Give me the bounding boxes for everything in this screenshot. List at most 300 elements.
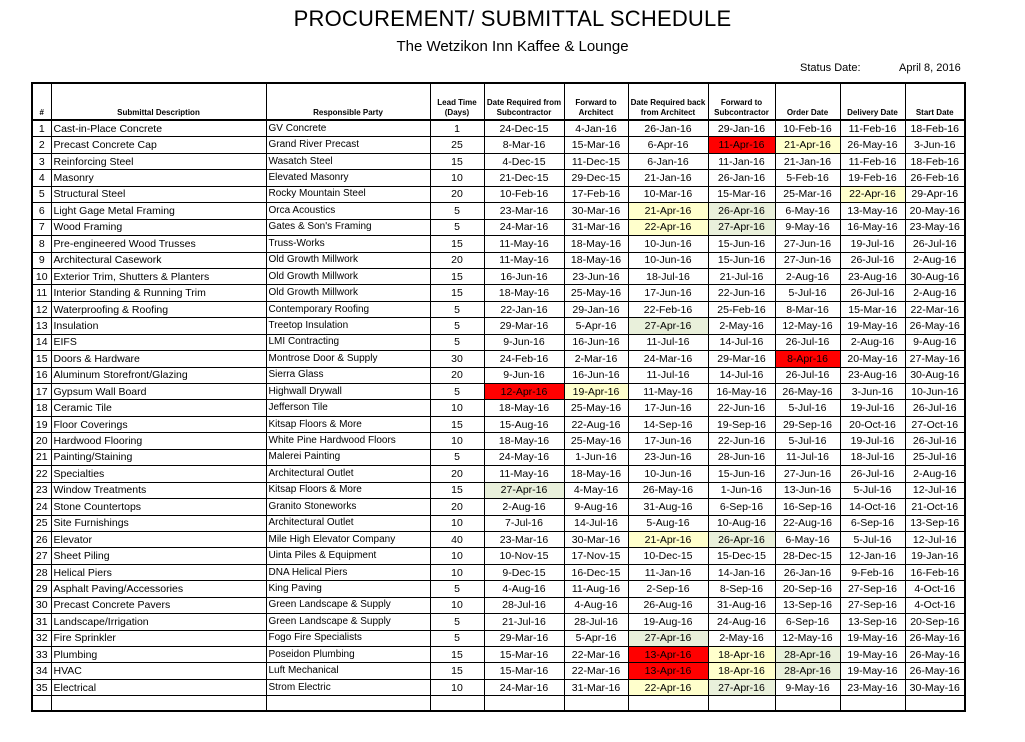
cell-date-back-architect: 21-Apr-16 <box>628 203 708 219</box>
cell-description: Light Gage Metal Framing <box>51 203 266 219</box>
cell-forward-sub: 18-Apr-16 <box>708 647 775 663</box>
cell-forward-sub: 31-Aug-16 <box>708 597 775 613</box>
cell-forward-architect: 11-Dec-15 <box>564 153 628 169</box>
cell-forward-sub: 15-Jun-16 <box>708 466 775 482</box>
cell-date-back-architect: 22-Apr-16 <box>628 679 708 695</box>
cell-forward-sub: 22-Jun-16 <box>708 400 775 416</box>
cell-forward-architect: 4-May-16 <box>564 482 628 498</box>
cell-date-required-sub: 8-Mar-16 <box>484 137 564 153</box>
cell-order-date: 22-Aug-16 <box>775 515 840 531</box>
cell-description: Masonry <box>51 170 266 186</box>
cell-date-required-sub: 4-Dec-15 <box>484 153 564 169</box>
col-header-description: Submittal Description <box>51 83 266 120</box>
cell-order-date: 13-Jun-16 <box>775 482 840 498</box>
cell-forward-architect: 31-Mar-16 <box>564 679 628 695</box>
cell-description: Site Furnishings <box>51 515 266 531</box>
cell-row-number: 7 <box>32 219 51 235</box>
cell-delivery-date: 11-Feb-16 <box>840 153 905 169</box>
cell-order-date: 28-Apr-16 <box>775 663 840 679</box>
cell-start-date: 27-May-16 <box>905 351 965 367</box>
col-header-number: # <box>32 83 51 120</box>
table-row <box>32 318 965 334</box>
cell-order-date: 13-Sep-16 <box>775 597 840 613</box>
cell-forward-architect: 25-May-16 <box>564 433 628 449</box>
cell-responsible-party: Green Landscape & Supply <box>266 614 430 630</box>
cell-date-back-architect: 13-Apr-16 <box>628 663 708 679</box>
cell-order-date: 8-Apr-16 <box>775 351 840 367</box>
cell-forward-sub: 24-Aug-16 <box>708 614 775 630</box>
cell-forward-sub: 6-Sep-16 <box>708 499 775 515</box>
cell-order-date: 26-Jul-16 <box>775 367 840 383</box>
cell-responsible-party: Truss-Works <box>266 236 430 252</box>
cell-lead-time: 5 <box>430 449 484 465</box>
cell-forward-sub: 1-Jun-16 <box>708 482 775 498</box>
cell-forward-architect: 18-May-16 <box>564 252 628 268</box>
cell-order-date: 9-May-16 <box>775 679 840 695</box>
cell-description: Wood Framing <box>51 219 266 235</box>
cell-date-back-architect: 22-Apr-16 <box>628 219 708 235</box>
cell-description: Doors & Hardware <box>51 351 266 367</box>
cell-description: Precast Concrete Pavers <box>51 597 266 613</box>
cell-start-date: 27-Oct-16 <box>905 416 965 432</box>
cell-lead-time: 20 <box>430 186 484 202</box>
cell-responsible-party: Highwall Drywall <box>266 384 430 400</box>
cell-start-date: 22-Mar-16 <box>905 301 965 317</box>
table-row <box>32 236 965 252</box>
cell-forward-architect: 14-Jul-16 <box>564 515 628 531</box>
cell-date-required-sub: 24-Dec-15 <box>484 120 564 137</box>
cell-date-required-sub: 9-Jun-16 <box>484 367 564 383</box>
table-row <box>32 548 965 564</box>
empty-cell <box>775 696 840 712</box>
cell-forward-architect: 5-Apr-16 <box>564 318 628 334</box>
cell-delivery-date: 15-Mar-16 <box>840 301 905 317</box>
cell-date-required-sub: 12-Apr-16 <box>484 384 564 400</box>
cell-start-date: 30-May-16 <box>905 679 965 695</box>
cell-start-date: 9-Aug-16 <box>905 334 965 350</box>
cell-order-date: 5-Jul-16 <box>775 285 840 301</box>
cell-row-number: 33 <box>32 647 51 663</box>
table-row <box>32 466 965 482</box>
cell-date-back-architect: 10-Jun-16 <box>628 252 708 268</box>
cell-description: EIFS <box>51 334 266 350</box>
cell-forward-architect: 22-Mar-16 <box>564 647 628 663</box>
cell-description: HVAC <box>51 663 266 679</box>
cell-delivery-date: 27-Sep-16 <box>840 597 905 613</box>
cell-description: Stone Countertops <box>51 499 266 515</box>
cell-date-back-architect: 6-Apr-16 <box>628 137 708 153</box>
col-header-start-date: Start Date <box>905 83 965 120</box>
cell-delivery-date: 19-Jul-16 <box>840 400 905 416</box>
cell-responsible-party: Strom Electric <box>266 679 430 695</box>
cell-responsible-party: Gates & Son's Framing <box>266 219 430 235</box>
cell-date-required-sub: 23-Mar-16 <box>484 531 564 547</box>
cell-row-number: 26 <box>32 531 51 547</box>
cell-forward-sub: 29-Jan-16 <box>708 120 775 137</box>
cell-date-required-sub: 29-Mar-16 <box>484 318 564 334</box>
page-subtitle: The Wetzikon Inn Kaffee & Lounge <box>396 38 629 55</box>
cell-lead-time: 5 <box>430 614 484 630</box>
cell-date-required-sub: 18-May-16 <box>484 285 564 301</box>
cell-date-back-architect: 10-Jun-16 <box>628 466 708 482</box>
cell-delivery-date: 5-Jul-16 <box>840 531 905 547</box>
cell-delivery-date: 13-May-16 <box>840 203 905 219</box>
cell-date-required-sub: 29-Mar-16 <box>484 630 564 646</box>
cell-order-date: 25-Mar-16 <box>775 186 840 202</box>
cell-row-number: 32 <box>32 630 51 646</box>
cell-delivery-date: 13-Sep-16 <box>840 614 905 630</box>
cell-responsible-party: DNA Helical Piers <box>266 564 430 580</box>
cell-lead-time: 10 <box>430 548 484 564</box>
cell-start-date: 21-Oct-16 <box>905 499 965 515</box>
table-row <box>32 597 965 613</box>
cell-forward-architect: 30-Mar-16 <box>564 531 628 547</box>
page-title: PROCUREMENT/ SUBMITTAL SCHEDULE <box>293 6 732 31</box>
cell-lead-time: 10 <box>430 564 484 580</box>
cell-responsible-party: Architectural Outlet <box>266 466 430 482</box>
cell-description: Asphalt Paving/Accessories <box>51 581 266 597</box>
cell-date-required-sub: 24-Mar-16 <box>484 679 564 695</box>
cell-date-back-architect: 31-Aug-16 <box>628 499 708 515</box>
cell-responsible-party: Treetop Insulation <box>266 318 430 334</box>
table-row <box>32 630 965 646</box>
cell-delivery-date: 20-Oct-16 <box>840 416 905 432</box>
cell-forward-architect: 18-May-16 <box>564 466 628 482</box>
cell-lead-time: 5 <box>430 318 484 334</box>
cell-date-required-sub: 24-Feb-16 <box>484 351 564 367</box>
cell-responsible-party: Rocky Mountain Steel <box>266 186 430 202</box>
cell-forward-sub: 27-Apr-16 <box>708 219 775 235</box>
cell-responsible-party: Montrose Door & Supply <box>266 351 430 367</box>
cell-date-back-architect: 5-Aug-16 <box>628 515 708 531</box>
cell-description: Ceramic Tile <box>51 400 266 416</box>
cell-date-back-architect: 11-May-16 <box>628 384 708 400</box>
cell-start-date: 12-Jul-16 <box>905 531 965 547</box>
cell-responsible-party: Old Growth Millwork <box>266 285 430 301</box>
table-row <box>32 482 965 498</box>
cell-start-date: 2-Aug-16 <box>905 466 965 482</box>
cell-row-number: 8 <box>32 236 51 252</box>
cell-start-date: 30-Aug-16 <box>905 367 965 383</box>
cell-order-date: 27-Jun-16 <box>775 466 840 482</box>
cell-row-number: 2 <box>32 137 51 153</box>
cell-date-required-sub: 11-May-16 <box>484 252 564 268</box>
cell-delivery-date: 23-May-16 <box>840 679 905 695</box>
cell-order-date: 26-Jan-16 <box>775 564 840 580</box>
cell-forward-sub: 21-Jul-16 <box>708 268 775 284</box>
cell-forward-architect: 17-Feb-16 <box>564 186 628 202</box>
cell-responsible-party: Old Growth Millwork <box>266 252 430 268</box>
cell-date-back-architect: 21-Jan-16 <box>628 170 708 186</box>
cell-order-date: 20-Sep-16 <box>775 581 840 597</box>
cell-forward-sub: 26-Jan-16 <box>708 170 775 186</box>
cell-description: Sheet Piling <box>51 548 266 564</box>
cell-forward-sub: 15-Jun-16 <box>708 252 775 268</box>
cell-row-number: 15 <box>32 351 51 367</box>
cell-date-back-architect: 10-Mar-16 <box>628 186 708 202</box>
cell-lead-time: 10 <box>430 597 484 613</box>
cell-lead-time: 5 <box>430 203 484 219</box>
cell-order-date: 16-Sep-16 <box>775 499 840 515</box>
cell-delivery-date: 12-Jan-16 <box>840 548 905 564</box>
cell-forward-sub: 26-Apr-16 <box>708 531 775 547</box>
cell-forward-architect: 29-Jan-16 <box>564 301 628 317</box>
cell-forward-architect: 30-Mar-16 <box>564 203 628 219</box>
cell-forward-sub: 14-Jan-16 <box>708 564 775 580</box>
table-row <box>32 400 965 416</box>
cell-row-number: 19 <box>32 416 51 432</box>
table-row <box>32 137 965 153</box>
cell-order-date: 5-Feb-16 <box>775 170 840 186</box>
cell-description: Helical Piers <box>51 564 266 580</box>
table-row <box>32 647 965 663</box>
cell-date-required-sub: 9-Jun-16 <box>484 334 564 350</box>
cell-date-required-sub: 10-Feb-16 <box>484 186 564 202</box>
cell-start-date: 26-Feb-16 <box>905 170 965 186</box>
cell-start-date: 4-Oct-16 <box>905 581 965 597</box>
cell-row-number: 6 <box>32 203 51 219</box>
cell-delivery-date: 19-May-16 <box>840 647 905 663</box>
cell-order-date: 28-Apr-16 <box>775 647 840 663</box>
cell-description: Specialties <box>51 466 266 482</box>
table-row <box>32 219 965 235</box>
cell-delivery-date: 19-Jul-16 <box>840 433 905 449</box>
cell-order-date: 9-May-16 <box>775 219 840 235</box>
cell-order-date: 10-Feb-16 <box>775 120 840 137</box>
cell-delivery-date: 23-Aug-16 <box>840 367 905 383</box>
cell-responsible-party: Fogo Fire Specialists <box>266 630 430 646</box>
cell-responsible-party: Orca Acoustics <box>266 203 430 219</box>
cell-forward-architect: 5-Apr-16 <box>564 630 628 646</box>
cell-date-back-architect: 27-Apr-16 <box>628 318 708 334</box>
cell-delivery-date: 20-May-16 <box>840 351 905 367</box>
cell-description: Elevator <box>51 531 266 547</box>
cell-responsible-party: Uinta Piles & Equipment <box>266 548 430 564</box>
cell-date-back-architect: 6-Jan-16 <box>628 153 708 169</box>
status-date-label: Status Date: <box>800 62 861 74</box>
cell-date-required-sub: 22-Jan-16 <box>484 301 564 317</box>
col-header-date-required-sub: Date Required from Subcontractor <box>484 83 564 120</box>
cell-start-date: 26-Jul-16 <box>905 236 965 252</box>
cell-row-number: 25 <box>32 515 51 531</box>
cell-description: Aluminum Storefront/Glazing <box>51 367 266 383</box>
cell-row-number: 10 <box>32 268 51 284</box>
cell-start-date: 18-Feb-16 <box>905 153 965 169</box>
empty-cell <box>628 696 708 712</box>
table-row <box>32 663 965 679</box>
cell-row-number: 18 <box>32 400 51 416</box>
cell-date-back-architect: 13-Apr-16 <box>628 647 708 663</box>
cell-description: Interior Standing & Running Trim <box>51 285 266 301</box>
table-row <box>32 170 965 186</box>
cell-row-number: 29 <box>32 581 51 597</box>
cell-delivery-date: 26-Jul-16 <box>840 466 905 482</box>
cell-description: Gypsum Wall Board <box>51 384 266 400</box>
table-row <box>32 120 965 137</box>
cell-date-back-architect: 27-Apr-16 <box>628 630 708 646</box>
cell-lead-time: 5 <box>430 334 484 350</box>
cell-order-date: 11-Jul-16 <box>775 449 840 465</box>
table-row <box>32 252 965 268</box>
cell-date-back-architect: 17-Jun-16 <box>628 400 708 416</box>
cell-forward-architect: 31-Mar-16 <box>564 219 628 235</box>
status-date-value: April 8, 2016 <box>899 62 961 74</box>
cell-lead-time: 15 <box>430 285 484 301</box>
cell-start-date: 25-Jul-16 <box>905 449 965 465</box>
cell-delivery-date: 3-Jun-16 <box>840 384 905 400</box>
cell-order-date: 6-Sep-16 <box>775 614 840 630</box>
cell-responsible-party: Luft Mechanical <box>266 663 430 679</box>
cell-row-number: 1 <box>32 120 51 137</box>
table-row <box>32 203 965 219</box>
cell-forward-architect: 16-Jun-16 <box>564 334 628 350</box>
cell-forward-architect: 1-Jun-16 <box>564 449 628 465</box>
cell-order-date: 29-Sep-16 <box>775 416 840 432</box>
cell-lead-time: 5 <box>430 301 484 317</box>
cell-date-required-sub: 27-Apr-16 <box>484 482 564 498</box>
cell-row-number: 21 <box>32 449 51 465</box>
cell-delivery-date: 6-Sep-16 <box>840 515 905 531</box>
cell-responsible-party: King Paving <box>266 581 430 597</box>
cell-row-number: 22 <box>32 466 51 482</box>
cell-lead-time: 15 <box>430 416 484 432</box>
cell-forward-sub: 26-Apr-16 <box>708 203 775 219</box>
cell-responsible-party: Poseidon Plumbing <box>266 647 430 663</box>
cell-description: Architectural Casework <box>51 252 266 268</box>
col-header-forward-sub: Forward to Subcontractor <box>708 83 775 120</box>
cell-start-date: 19-Jan-16 <box>905 548 965 564</box>
cell-forward-sub: 18-Apr-16 <box>708 663 775 679</box>
cell-forward-sub: 15-Mar-16 <box>708 186 775 202</box>
cell-description: Reinforcing Steel <box>51 153 266 169</box>
cell-responsible-party: Granito Stoneworks <box>266 499 430 515</box>
cell-responsible-party: Contemporary Roofing <box>266 301 430 317</box>
cell-order-date: 12-May-16 <box>775 630 840 646</box>
table-row <box>32 153 965 169</box>
cell-description: Electrical <box>51 679 266 695</box>
cell-date-required-sub: 7-Jul-16 <box>484 515 564 531</box>
cell-order-date: 5-Jul-16 <box>775 433 840 449</box>
cell-date-back-architect: 24-Mar-16 <box>628 351 708 367</box>
cell-order-date: 8-Mar-16 <box>775 301 840 317</box>
cell-forward-sub: 22-Jun-16 <box>708 285 775 301</box>
cell-date-back-architect: 21-Apr-16 <box>628 531 708 547</box>
table-row <box>32 268 965 284</box>
table-row <box>32 564 965 580</box>
cell-start-date: 30-Aug-16 <box>905 268 965 284</box>
cell-date-back-architect: 26-Aug-16 <box>628 597 708 613</box>
cell-responsible-party: Elevated Masonry <box>266 170 430 186</box>
empty-cell <box>484 696 564 712</box>
cell-delivery-date: 18-Jul-16 <box>840 449 905 465</box>
cell-lead-time: 5 <box>430 384 484 400</box>
cell-start-date: 3-Jun-16 <box>905 137 965 153</box>
cell-responsible-party: Mile High Elevator Company <box>266 531 430 547</box>
cell-row-number: 27 <box>32 548 51 564</box>
cell-row-number: 31 <box>32 614 51 630</box>
cell-date-back-architect: 2-Sep-16 <box>628 581 708 597</box>
cell-row-number: 3 <box>32 153 51 169</box>
cell-date-required-sub: 24-Mar-16 <box>484 219 564 235</box>
cell-date-back-architect: 11-Jan-16 <box>628 564 708 580</box>
cell-responsible-party: Wasatch Steel <box>266 153 430 169</box>
cell-row-number: 24 <box>32 499 51 515</box>
cell-forward-sub: 2-May-16 <box>708 318 775 334</box>
table-row <box>32 433 965 449</box>
cell-start-date: 20-Sep-16 <box>905 614 965 630</box>
cell-row-number: 5 <box>32 186 51 202</box>
cell-forward-architect: 4-Jan-16 <box>564 120 628 137</box>
cell-responsible-party: Architectural Outlet <box>266 515 430 531</box>
cell-lead-time: 10 <box>430 679 484 695</box>
cell-start-date: 16-Feb-16 <box>905 564 965 580</box>
cell-forward-architect: 15-Mar-16 <box>564 137 628 153</box>
cell-date-required-sub: 21-Jul-16 <box>484 614 564 630</box>
cell-delivery-date: 26-Jul-16 <box>840 252 905 268</box>
cell-order-date: 26-Jul-16 <box>775 334 840 350</box>
empty-cell <box>840 696 905 712</box>
cell-start-date: 18-Feb-16 <box>905 120 965 137</box>
cell-start-date: 2-Aug-16 <box>905 252 965 268</box>
cell-forward-architect: 11-Aug-16 <box>564 581 628 597</box>
cell-delivery-date: 22-Apr-16 <box>840 186 905 202</box>
cell-forward-sub: 11-Jan-16 <box>708 153 775 169</box>
cell-start-date: 26-May-16 <box>905 647 965 663</box>
table-row <box>32 351 965 367</box>
cell-lead-time: 15 <box>430 153 484 169</box>
cell-order-date: 28-Dec-15 <box>775 548 840 564</box>
schedule-table <box>31 82 966 712</box>
col-header-lead-time: Lead Time (Days) <box>430 83 484 120</box>
cell-forward-architect: 18-May-16 <box>564 236 628 252</box>
cell-row-number: 17 <box>32 384 51 400</box>
cell-forward-architect: 29-Dec-15 <box>564 170 628 186</box>
cell-row-number: 13 <box>32 318 51 334</box>
cell-order-date: 2-Aug-16 <box>775 268 840 284</box>
cell-responsible-party: Jefferson Tile <box>266 400 430 416</box>
cell-row-number: 28 <box>32 564 51 580</box>
cell-order-date: 12-May-16 <box>775 318 840 334</box>
table-row <box>32 531 965 547</box>
cell-forward-sub: 19-Sep-16 <box>708 416 775 432</box>
cell-forward-sub: 14-Jul-16 <box>708 367 775 383</box>
cell-forward-architect: 28-Jul-16 <box>564 614 628 630</box>
cell-date-back-architect: 22-Feb-16 <box>628 301 708 317</box>
table-row <box>32 384 965 400</box>
cell-order-date: 26-May-16 <box>775 384 840 400</box>
cell-date-back-architect: 17-Jun-16 <box>628 433 708 449</box>
cell-row-number: 4 <box>32 170 51 186</box>
cell-forward-architect: 19-Apr-16 <box>564 384 628 400</box>
cell-delivery-date: 2-Aug-16 <box>840 334 905 350</box>
cell-start-date: 26-Jul-16 <box>905 400 965 416</box>
cell-date-required-sub: 11-May-16 <box>484 466 564 482</box>
cell-description: Landscape/Irrigation <box>51 614 266 630</box>
cell-description: Hardwood Flooring <box>51 433 266 449</box>
cell-order-date: 27-Jun-16 <box>775 252 840 268</box>
cell-start-date: 23-May-16 <box>905 219 965 235</box>
cell-lead-time: 15 <box>430 482 484 498</box>
cell-description: Cast-in-Place Concrete <box>51 120 266 137</box>
cell-lead-time: 10 <box>430 400 484 416</box>
cell-lead-time: 10 <box>430 515 484 531</box>
cell-date-back-architect: 10-Dec-15 <box>628 548 708 564</box>
cell-date-required-sub: 15-Mar-16 <box>484 647 564 663</box>
cell-date-back-architect: 11-Jul-16 <box>628 367 708 383</box>
cell-description: Floor Coverings <box>51 416 266 432</box>
cell-lead-time: 15 <box>430 663 484 679</box>
cell-date-back-architect: 19-Aug-16 <box>628 614 708 630</box>
